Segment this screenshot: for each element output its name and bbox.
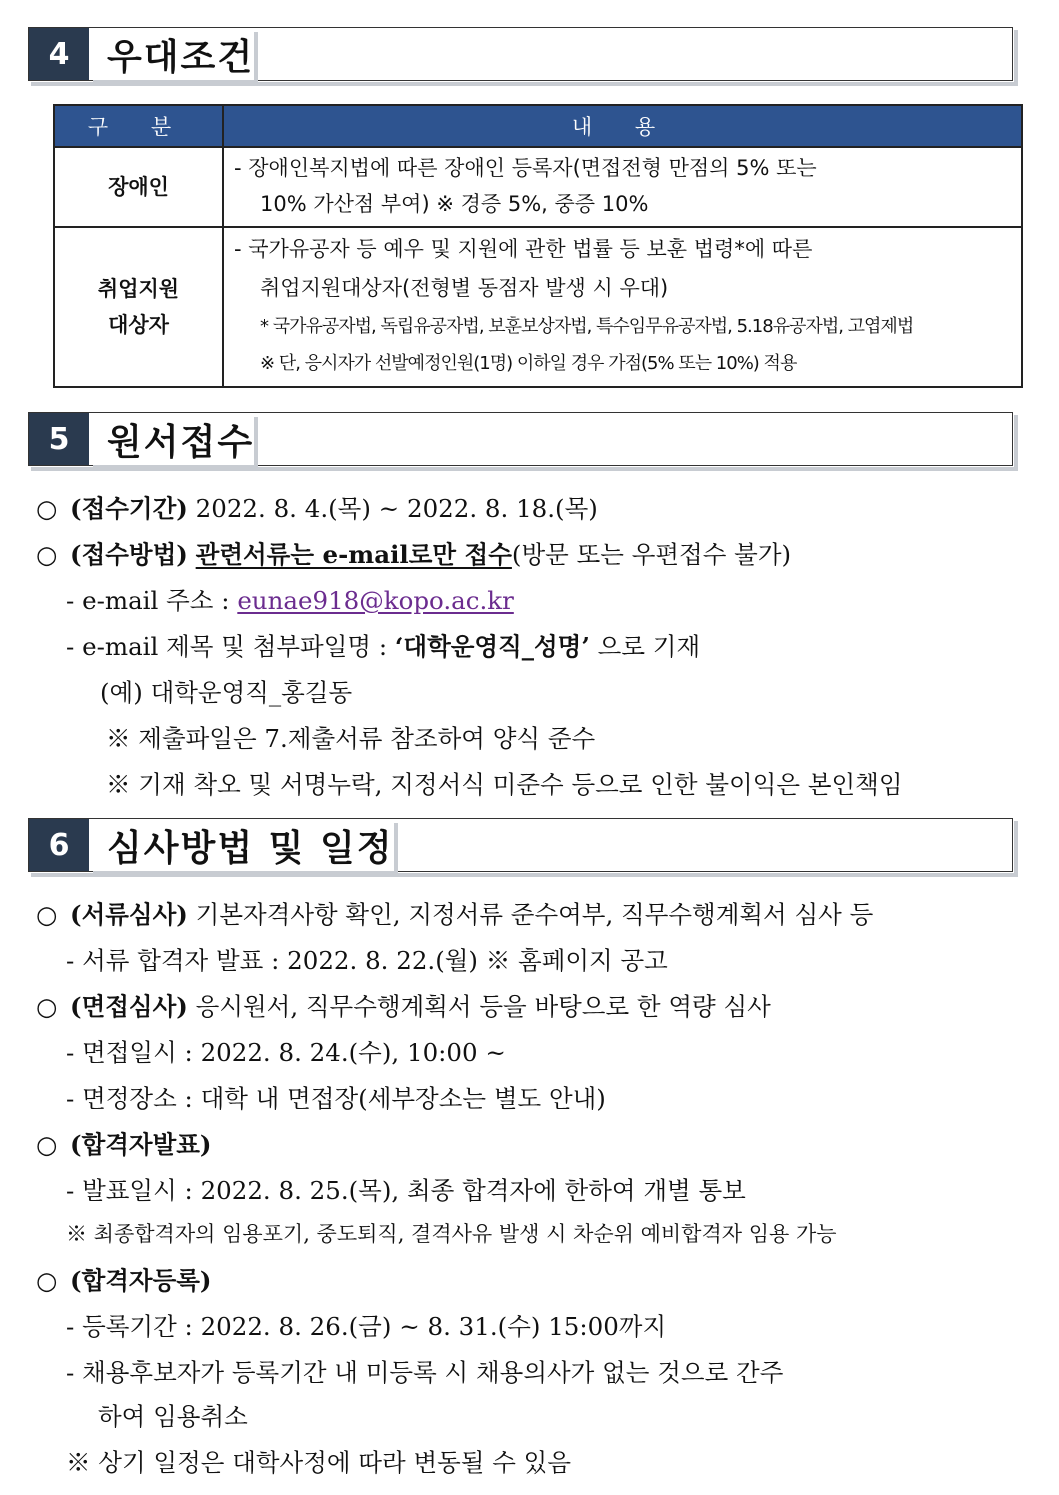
item-text: - e-mail 제목 및 첨부파일명 :: [66, 632, 395, 661]
item-text: 2022. 8. 4.(목) ~ 2022. 8. 18.(목): [187, 494, 598, 523]
list-item: [36, 1262, 212, 1297]
item-emphasis: ‘대학운영직_성명’: [394, 632, 590, 661]
item-text: 응시원서, 직무수행계획서 등을 바탕으로 한 역량 심사: [187, 992, 771, 1021]
list-item: [36, 896, 873, 931]
content-line: - 장애인복지법에 따른 장애인 등록자(면접전형 만점의 5% 또는: [234, 156, 817, 180]
item-label: (합격자등록): [70, 1266, 212, 1295]
list-item: - 발표일시 : 2022. 8. 25.(목), 최종 합격자에 한하여 개별 통보: [66, 1176, 746, 1205]
list-item: - 면정장소 : 대학 내 면접장(세부장소는 별도 안내): [66, 1084, 606, 1113]
item-label: (접수기간): [70, 494, 188, 523]
preference-table: [53, 104, 1023, 388]
list-item: - 등록기간 : 2022. 8. 26.(금) ~ 8. 31.(수) 15:00까지: [66, 1312, 667, 1341]
item-text: 으로 기재: [589, 632, 701, 661]
section-4-header: [28, 27, 1013, 81]
list-item: - 서류 합격자 발표 : 2022. 8. 22.(월) ※ 홈페이지 공고: [66, 946, 668, 975]
bullet-circle: ○: [36, 1266, 58, 1295]
list-item: [36, 1126, 212, 1161]
list-item: - 면접일시 : 2022. 8. 24.(수), 10:00 ~: [66, 1038, 506, 1067]
section-number: 4: [29, 28, 89, 80]
content-cell: [223, 227, 1022, 387]
content-line: 취업지원대상자(전형별 동점자 발생 시 우대): [260, 276, 669, 300]
content-cell: [223, 147, 1022, 227]
item-label: (접수방법): [70, 540, 188, 569]
column-header-category: 구 분: [54, 105, 223, 147]
bullet-circle: ○: [36, 900, 58, 929]
section-title: 원서접수: [89, 413, 254, 465]
item-text: 기본자격사항 확인, 지정서류 준수여부, 직무수행계획서 심사 등: [187, 900, 874, 929]
item-label: (서류심사): [70, 900, 188, 929]
category-cell: [54, 227, 223, 387]
note-line: ※ 최종합격자의 임용포기, 중도퇴직, 결격사유 발생 시 차순위 예비합격자 임용 가능: [66, 1222, 837, 1246]
bullet-circle: ○: [36, 540, 58, 569]
content-line: 10% 가산점 부여) ※ 경증 5%, 중증 10%: [260, 192, 649, 216]
section-number: 5: [29, 413, 89, 465]
note-line: ※ 단, 응시자가 선발예정인원(1명) 이하일 경우 가점(5% 또는 10%) 적용: [260, 353, 797, 374]
list-item: [66, 582, 514, 617]
content-line: - 국가유공자 등 예우 및 지원에 관한 법률 등 보훈 법령*에 따른: [234, 237, 813, 261]
list-item: [36, 988, 771, 1023]
note-line: ※ 제출파일은 7.제출서류 참조하여 양식 준수: [106, 724, 596, 753]
category-cell: 장애인: [54, 147, 223, 227]
item-label: (합격자발표): [70, 1130, 212, 1159]
bullet-circle: ○: [36, 1130, 58, 1159]
section-number: 6: [29, 819, 89, 871]
column-header-content: 내 용: [223, 105, 1022, 147]
list-item: - 채용후보자가 등록기간 내 미등록 시 채용의사가 없는 것으로 간주: [66, 1358, 784, 1387]
item-text: - e-mail 주소 :: [66, 586, 238, 615]
table-header-row: [54, 105, 1022, 147]
section-6-header: [28, 818, 1013, 872]
footnote-line: * 국가유공자법, 독립유공자법, 보훈보상자법, 특수임무유공자법, 5.18유공자법, 고엽제법: [260, 316, 914, 337]
category-line: 대상자: [108, 313, 169, 337]
note-line: ※ 기재 착오 및 서명누락, 지정서식 미준수 등으로 인한 불이익은 본인책임: [106, 770, 903, 799]
email-link[interactable]: eunae918@kopo.ac.kr: [237, 586, 514, 615]
list-item: [66, 628, 700, 663]
table-row: [54, 227, 1022, 387]
section-title: 우대조건: [89, 28, 254, 80]
bullet-circle: ○: [36, 992, 58, 1021]
note-line: ※ 상기 일정은 대학사정에 따라 변동될 수 있음: [66, 1448, 572, 1477]
list-item-continuation: 하여 임용취소: [98, 1402, 248, 1431]
bullet-circle: ○: [36, 494, 58, 523]
section-5-header: [28, 412, 1013, 466]
list-item: [36, 536, 791, 571]
category-line: 취업지원: [97, 277, 180, 301]
table-row: [54, 147, 1022, 227]
item-label: (면접심사): [70, 992, 188, 1021]
example-line: (예) 대학운영직_홍길동: [100, 678, 353, 707]
item-emphasis: 관련서류는 e-mail로만 접수: [195, 540, 512, 569]
item-text: (방문 또는 우편접수 불가): [511, 540, 792, 569]
section-title: 심사방법 및 일정: [89, 819, 394, 871]
list-item: [36, 490, 598, 525]
